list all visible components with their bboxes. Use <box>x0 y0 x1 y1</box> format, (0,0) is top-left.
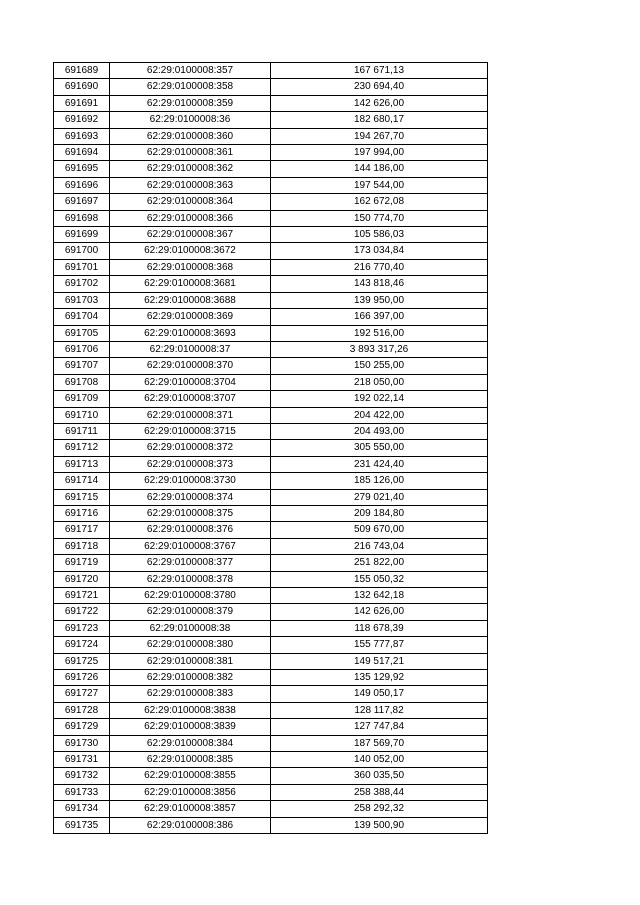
table-row <box>54 374 488 390</box>
cadastral-number-cell: 62:29:0100008:3857 <box>110 801 271 817</box>
cadastral-value-cell: 155 777,87 <box>271 637 488 653</box>
table-row <box>54 735 488 751</box>
row-id-cell: 691693 <box>54 128 110 144</box>
cadastral-value-table <box>53 62 488 834</box>
cadastral-value-cell: 509 670,00 <box>271 522 488 538</box>
cadastral-value-cell: 150 255,00 <box>271 358 488 374</box>
cadastral-value-cell: 192 516,00 <box>271 325 488 341</box>
cadastral-value-cell: 305 550,00 <box>271 440 488 456</box>
row-id-cell: 691731 <box>54 752 110 768</box>
cadastral-value-cell: 231 424,40 <box>271 456 488 472</box>
cadastral-value-cell: 105 586,03 <box>271 227 488 243</box>
cadastral-number-cell: 62:29:0100008:3780 <box>110 588 271 604</box>
cadastral-number-cell: 62:29:0100008:376 <box>110 522 271 538</box>
row-id-cell: 691705 <box>54 325 110 341</box>
table-row <box>54 538 488 554</box>
cadastral-value-cell: 142 626,00 <box>271 95 488 111</box>
cadastral-value-cell: 150 774,70 <box>271 210 488 226</box>
table-row <box>54 571 488 587</box>
cadastral-value-cell: 139 950,00 <box>271 292 488 308</box>
row-id-cell: 691734 <box>54 801 110 817</box>
cadastral-value-cell: 197 994,00 <box>271 145 488 161</box>
cadastral-value-cell: 118 678,39 <box>271 620 488 636</box>
cadastral-value-cell: 3 893 317,26 <box>271 341 488 357</box>
cadastral-number-cell: 62:29:0100008:36 <box>110 112 271 128</box>
row-id-cell: 691722 <box>54 604 110 620</box>
table-row <box>54 784 488 800</box>
row-id-cell: 691708 <box>54 374 110 390</box>
table-row <box>54 243 488 259</box>
row-id-cell: 691727 <box>54 686 110 702</box>
table-row <box>54 588 488 604</box>
cadastral-number-cell: 62:29:0100008:373 <box>110 456 271 472</box>
row-id-cell: 691695 <box>54 161 110 177</box>
cadastral-value-cell: 132 642,18 <box>271 588 488 604</box>
row-id-cell: 691729 <box>54 719 110 735</box>
cadastral-value-cell: 140 052,00 <box>271 752 488 768</box>
cadastral-number-cell: 62:29:0100008:372 <box>110 440 271 456</box>
row-id-cell: 691723 <box>54 620 110 636</box>
table-row <box>54 440 488 456</box>
row-id-cell: 691691 <box>54 95 110 111</box>
row-id-cell: 691704 <box>54 309 110 325</box>
table-row <box>54 801 488 817</box>
table-row <box>54 702 488 718</box>
row-id-cell: 691735 <box>54 817 110 833</box>
row-id-cell: 691702 <box>54 276 110 292</box>
table-row <box>54 391 488 407</box>
cadastral-number-cell: 62:29:0100008:384 <box>110 735 271 751</box>
cadastral-value-cell: 258 388,44 <box>271 784 488 800</box>
cadastral-number-cell: 62:29:0100008:385 <box>110 752 271 768</box>
cadastral-number-cell: 62:29:0100008:369 <box>110 309 271 325</box>
row-id-cell: 691697 <box>54 194 110 210</box>
cadastral-value-cell: 166 397,00 <box>271 309 488 325</box>
row-id-cell: 691713 <box>54 456 110 472</box>
table-row <box>54 456 488 472</box>
row-id-cell: 691726 <box>54 670 110 686</box>
cadastral-number-cell: 62:29:0100008:380 <box>110 637 271 653</box>
cadastral-number-cell: 62:29:0100008:3707 <box>110 391 271 407</box>
table-row <box>54 112 488 128</box>
row-id-cell: 691716 <box>54 505 110 521</box>
row-id-cell: 691720 <box>54 571 110 587</box>
row-id-cell: 691700 <box>54 243 110 259</box>
cadastral-value-cell: 167 671,13 <box>271 63 488 79</box>
table-row <box>54 604 488 620</box>
table-body <box>54 63 488 834</box>
cadastral-number-cell: 62:29:0100008:377 <box>110 555 271 571</box>
table-row <box>54 489 488 505</box>
row-id-cell: 691707 <box>54 358 110 374</box>
cadastral-value-cell: 142 626,00 <box>271 604 488 620</box>
row-id-cell: 691725 <box>54 653 110 669</box>
cadastral-number-cell: 62:29:0100008:358 <box>110 79 271 95</box>
row-id-cell: 691703 <box>54 292 110 308</box>
cadastral-number-cell: 62:29:0100008:366 <box>110 210 271 226</box>
cadastral-number-cell: 62:29:0100008:371 <box>110 407 271 423</box>
table-row <box>54 719 488 735</box>
row-id-cell: 691714 <box>54 473 110 489</box>
row-id-cell: 691711 <box>54 423 110 439</box>
table-row <box>54 505 488 521</box>
cadastral-number-cell: 62:29:0100008:379 <box>110 604 271 620</box>
cadastral-value-cell: 185 126,00 <box>271 473 488 489</box>
cadastral-number-cell: 62:29:0100008:367 <box>110 227 271 243</box>
cadastral-number-cell: 62:29:0100008:378 <box>110 571 271 587</box>
table-row <box>54 210 488 226</box>
cadastral-value-cell: 135 129,92 <box>271 670 488 686</box>
row-id-cell: 691724 <box>54 637 110 653</box>
row-id-cell: 691701 <box>54 259 110 275</box>
table-row <box>54 752 488 768</box>
cadastral-value-cell: 279 021,40 <box>271 489 488 505</box>
cadastral-number-cell: 62:29:0100008:382 <box>110 670 271 686</box>
row-id-cell: 691706 <box>54 341 110 357</box>
cadastral-number-cell: 62:29:0100008:3688 <box>110 292 271 308</box>
cadastral-number-cell: 62:29:0100008:381 <box>110 653 271 669</box>
cadastral-number-cell: 62:29:0100008:3839 <box>110 719 271 735</box>
cadastral-value-cell: 360 035,50 <box>271 768 488 784</box>
row-id-cell: 691692 <box>54 112 110 128</box>
cadastral-number-cell: 62:29:0100008:3838 <box>110 702 271 718</box>
row-id-cell: 691698 <box>54 210 110 226</box>
row-id-cell: 691712 <box>54 440 110 456</box>
cadastral-number-cell: 62:29:0100008:363 <box>110 177 271 193</box>
table-row <box>54 194 488 210</box>
table-row <box>54 637 488 653</box>
table-row <box>54 473 488 489</box>
table-row <box>54 292 488 308</box>
cadastral-number-cell: 62:29:0100008:360 <box>110 128 271 144</box>
cadastral-value-cell: 128 117,82 <box>271 702 488 718</box>
cadastral-value-cell: 187 569,70 <box>271 735 488 751</box>
cadastral-value-cell: 251 822,00 <box>271 555 488 571</box>
row-id-cell: 691721 <box>54 588 110 604</box>
table-row <box>54 79 488 95</box>
cadastral-number-cell: 62:29:0100008:368 <box>110 259 271 275</box>
row-id-cell: 691715 <box>54 489 110 505</box>
table-row <box>54 276 488 292</box>
cadastral-number-cell: 62:29:0100008:359 <box>110 95 271 111</box>
cadastral-value-cell: 139 500,90 <box>271 817 488 833</box>
table-row <box>54 686 488 702</box>
cadastral-number-cell: 62:29:0100008:3855 <box>110 768 271 784</box>
row-id-cell: 691732 <box>54 768 110 784</box>
table-row <box>54 128 488 144</box>
cadastral-number-cell: 62:29:0100008:38 <box>110 620 271 636</box>
cadastral-number-cell: 62:29:0100008:374 <box>110 489 271 505</box>
cadastral-number-cell: 62:29:0100008:375 <box>110 505 271 521</box>
cadastral-value-cell: 258 292,32 <box>271 801 488 817</box>
cadastral-value-cell: 194 267,70 <box>271 128 488 144</box>
table-row <box>54 555 488 571</box>
row-id-cell: 691694 <box>54 145 110 161</box>
table-row <box>54 161 488 177</box>
row-id-cell: 691728 <box>54 702 110 718</box>
cadastral-value-cell: 204 493,00 <box>271 423 488 439</box>
cadastral-value-cell: 182 680,17 <box>271 112 488 128</box>
row-id-cell: 691733 <box>54 784 110 800</box>
cadastral-value-cell: 216 743,04 <box>271 538 488 554</box>
table-row <box>54 325 488 341</box>
row-id-cell: 691709 <box>54 391 110 407</box>
cadastral-value-cell: 149 050,17 <box>271 686 488 702</box>
cadastral-number-cell: 62:29:0100008:383 <box>110 686 271 702</box>
cadastral-value-cell: 149 517,21 <box>271 653 488 669</box>
cadastral-value-cell: 204 422,00 <box>271 407 488 423</box>
cadastral-value-cell: 209 184,80 <box>271 505 488 521</box>
table-row <box>54 653 488 669</box>
cadastral-number-cell: 62:29:0100008:3681 <box>110 276 271 292</box>
cadastral-number-cell: 62:29:0100008:3704 <box>110 374 271 390</box>
row-id-cell: 691719 <box>54 555 110 571</box>
row-id-cell: 691710 <box>54 407 110 423</box>
row-id-cell: 691696 <box>54 177 110 193</box>
table-row <box>54 358 488 374</box>
cadastral-number-cell: 62:29:0100008:3730 <box>110 473 271 489</box>
table-row <box>54 227 488 243</box>
row-id-cell: 691699 <box>54 227 110 243</box>
cadastral-number-cell: 62:29:0100008:361 <box>110 145 271 161</box>
cadastral-value-cell: 155 050,32 <box>271 571 488 587</box>
row-id-cell: 691718 <box>54 538 110 554</box>
table-row <box>54 768 488 784</box>
table-row <box>54 63 488 79</box>
cadastral-value-cell: 192 022,14 <box>271 391 488 407</box>
table-row <box>54 423 488 439</box>
cadastral-value-cell: 230 694,40 <box>271 79 488 95</box>
table-row <box>54 259 488 275</box>
row-id-cell: 691717 <box>54 522 110 538</box>
table-row <box>54 407 488 423</box>
cadastral-number-cell: 62:29:0100008:37 <box>110 341 271 357</box>
cadastral-number-cell: 62:29:0100008:370 <box>110 358 271 374</box>
cadastral-value-cell: 218 050,00 <box>271 374 488 390</box>
cadastral-number-cell: 62:29:0100008:3856 <box>110 784 271 800</box>
cadastral-number-cell: 62:29:0100008:3767 <box>110 538 271 554</box>
cadastral-value-cell: 197 544,00 <box>271 177 488 193</box>
table-row <box>54 341 488 357</box>
table-row <box>54 309 488 325</box>
table-row <box>54 620 488 636</box>
cadastral-number-cell: 62:29:0100008:386 <box>110 817 271 833</box>
table-row <box>54 145 488 161</box>
cadastral-value-cell: 143 818,46 <box>271 276 488 292</box>
cadastral-value-cell: 144 186,00 <box>271 161 488 177</box>
cadastral-number-cell: 62:29:0100008:362 <box>110 161 271 177</box>
cadastral-number-cell: 62:29:0100008:3672 <box>110 243 271 259</box>
cadastral-value-cell: 162 672,08 <box>271 194 488 210</box>
cadastral-number-cell: 62:29:0100008:364 <box>110 194 271 210</box>
cadastral-value-cell: 173 034,84 <box>271 243 488 259</box>
cadastral-value-cell: 127 747,84 <box>271 719 488 735</box>
row-id-cell: 691730 <box>54 735 110 751</box>
table-row <box>54 522 488 538</box>
cadastral-value-cell: 216 770,40 <box>271 259 488 275</box>
row-id-cell: 691690 <box>54 79 110 95</box>
table-row <box>54 95 488 111</box>
cadastral-number-cell: 62:29:0100008:357 <box>110 63 271 79</box>
cadastral-number-cell: 62:29:0100008:3693 <box>110 325 271 341</box>
row-id-cell: 691689 <box>54 63 110 79</box>
table-row <box>54 817 488 833</box>
table-row <box>54 177 488 193</box>
table-row <box>54 670 488 686</box>
cadastral-number-cell: 62:29:0100008:3715 <box>110 423 271 439</box>
